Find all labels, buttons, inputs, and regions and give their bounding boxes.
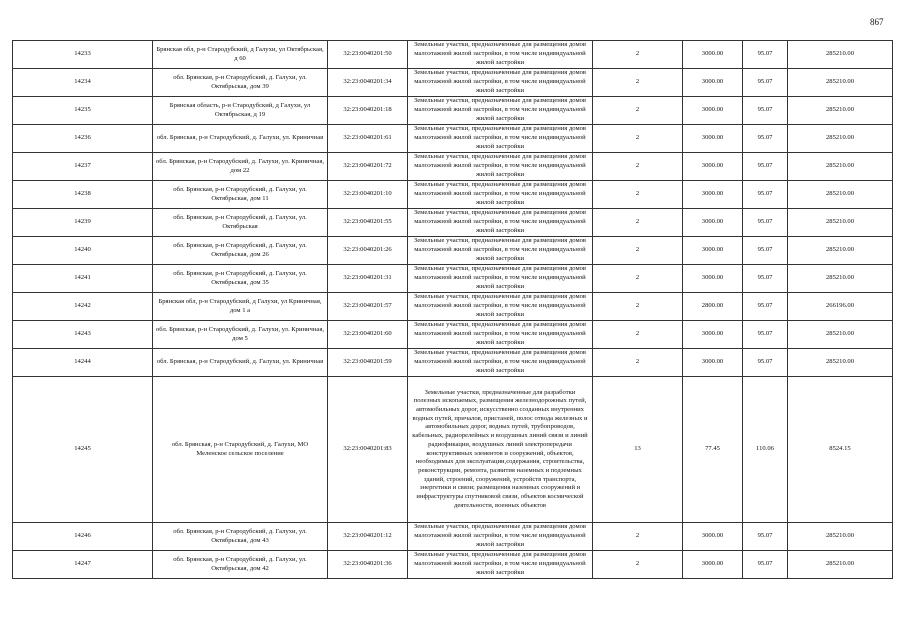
table-row [13, 349, 893, 377]
specific-value-cell: 95.07 [743, 97, 788, 125]
address-cell: Брянская обл, р-н Стародубский, д Галухи, ул Криничная, дом 1 а [153, 293, 328, 321]
area-cell: 3000.00 [683, 209, 743, 237]
row-number-cell: 14241 [13, 265, 153, 293]
cadastral-number-cell: 32:23:0040201:26 [328, 237, 408, 265]
address-cell: обл. Брянская, р-н Стародубский, д. Галухи, ул. Октябрьская [153, 209, 328, 237]
cadastral-value-cell: 285210.00 [788, 69, 893, 97]
area-cell: 77.45 [683, 377, 743, 523]
land-use-cell: Земельные участки, предназначенные для разработки полезных ископаемых, размещения железнодорожных путей, автомобильных дорог, искусственно созданных внутренних водных путей, причалов, пристаней, полос отвода железных и автомобильных дорог, водных путей, трубопроводов, кабельных, радиорелейных и воздушных линий связи и линий радиофикации, воздушных линий электропередачи конструктивных элементов и сооружений, объектов, необходимых для эксплуатации,содержания, строительства, реконструкции, ремонта, развития наземных и подземных зданий, строений, сооружений, устройств транспорта, энергетики и связи; размещения наземных сооружений и инфраструктуры спутниковой связи, объектов космической деятельности, военных объектов [408, 377, 593, 523]
table-row [13, 69, 893, 97]
row-number-cell: 14240 [13, 237, 153, 265]
cadastral-number-cell: 32:23:0040201:72 [328, 153, 408, 181]
table-body [13, 41, 893, 579]
specific-value-cell: 95.07 [743, 209, 788, 237]
specific-value-cell: 110.06 [743, 377, 788, 523]
land-use-cell: Земельные участки, предназначенные для размещения домов малоэтажной жилой застройки, в том числе индивидуальной жилой застройки [408, 293, 593, 321]
specific-value-cell: 95.07 [743, 69, 788, 97]
group-number-cell: 2 [593, 551, 683, 579]
table-row [13, 41, 893, 69]
row-number-cell: 14234 [13, 69, 153, 97]
area-cell: 3000.00 [683, 181, 743, 209]
specific-value-cell: 95.07 [743, 321, 788, 349]
group-number-cell: 2 [593, 293, 683, 321]
land-use-cell: Земельные участки, предназначенные для размещения домов малоэтажной жилой застройки, в том числе индивидуальной жилой застройки [408, 551, 593, 579]
group-number-cell: 2 [593, 321, 683, 349]
area-cell: 3000.00 [683, 349, 743, 377]
address-cell: Брянская обл, р-н Стародубский, д Галухи, ул Октябрьская, д 60 [153, 41, 328, 69]
cadastral-number-cell: 32:23:0040201:12 [328, 523, 408, 551]
land-use-cell: Земельные участки, предназначенные для размещения домов малоэтажной жилой застройки, в том числе индивидуальной жилой застройки [408, 523, 593, 551]
specific-value-cell: 95.07 [743, 41, 788, 69]
address-cell: обл. Брянская, р-н Стародубский, д. Галухи, ул. Октябрьская, дом 26 [153, 237, 328, 265]
land-use-cell: Земельные участки, предназначенные для размещения домов малоэтажной жилой застройки, в том числе индивидуальной жилой застройки [408, 321, 593, 349]
row-number-cell: 14236 [13, 125, 153, 153]
table-row [13, 321, 893, 349]
row-number-cell: 14242 [13, 293, 153, 321]
cadastral-number-cell: 32:23:0040201:83 [328, 377, 408, 523]
land-use-cell: Земельные участки, предназначенные для размещения домов малоэтажной жилой застройки, в том числе индивидуальной жилой застройки [408, 125, 593, 153]
land-use-cell: Земельные участки, предназначенные для размещения домов малоэтажной жилой застройки, в том числе индивидуальной жилой застройки [408, 265, 593, 293]
land-use-cell: Земельные участки, предназначенные для размещения домов малоэтажной жилой застройки, в том числе индивидуальной жилой застройки [408, 349, 593, 377]
row-number-cell: 14243 [13, 321, 153, 349]
group-number-cell: 2 [593, 153, 683, 181]
land-use-cell: Земельные участки, предназначенные для размещения домов малоэтажной жилой застройки, в том числе индивидуальной жилой застройки [408, 181, 593, 209]
row-number-cell: 14244 [13, 349, 153, 377]
cadastral-value-cell: 285210.00 [788, 125, 893, 153]
table-row [13, 523, 893, 551]
address-cell: обл. Брянская, р-н Стародубский, д. Галухи, ул. Криничная, дом 5 [153, 321, 328, 349]
cadastral-number-cell: 32:23:0040201:34 [328, 69, 408, 97]
cadastral-value-cell: 285210.00 [788, 349, 893, 377]
row-number-cell: 14237 [13, 153, 153, 181]
land-use-cell: Земельные участки, предназначенные для размещения домов малоэтажной жилой застройки, в том числе индивидуальной жилой застройки [408, 69, 593, 97]
table-row [13, 181, 893, 209]
area-cell: 3000.00 [683, 153, 743, 181]
address-cell: обл. Брянская, р-н Стародубский, д. Галухи, ул. Октябрьская, дом 35 [153, 265, 328, 293]
address-cell: Брянская область, р-н Стародубский, д Галухи, ул Октябрьская, д 19 [153, 97, 328, 125]
land-use-cell: Земельные участки, предназначенные для размещения домов малоэтажной жилой застройки, в том числе индивидуальной жилой застройки [408, 209, 593, 237]
area-cell: 3000.00 [683, 69, 743, 97]
group-number-cell: 2 [593, 265, 683, 293]
cadastral-value-cell: 285210.00 [788, 181, 893, 209]
area-cell: 3000.00 [683, 125, 743, 153]
cadastral-number-cell: 32:23:0040201:18 [328, 97, 408, 125]
specific-value-cell: 95.07 [743, 181, 788, 209]
group-number-cell: 2 [593, 349, 683, 377]
area-cell: 3000.00 [683, 97, 743, 125]
group-number-cell: 2 [593, 69, 683, 97]
row-number-cell: 14247 [13, 551, 153, 579]
specific-value-cell: 95.07 [743, 125, 788, 153]
cadastral-number-cell: 32:23:0040201:60 [328, 321, 408, 349]
cadastral-number-cell: 32:23:0040201:59 [328, 349, 408, 377]
cadastral-number-cell: 32:23:0040201:57 [328, 293, 408, 321]
group-number-cell: 2 [593, 523, 683, 551]
address-cell: обл. Брянская, р-н Стародубский, д. Галухи, ул. Криничная [153, 349, 328, 377]
address-cell: обл. Брянская, р-н Стародубский, д. Галухи, ул. Октябрьская, дом 39 [153, 69, 328, 97]
area-cell: 3000.00 [683, 265, 743, 293]
cadastral-value-cell: 285210.00 [788, 97, 893, 125]
group-number-cell: 2 [593, 125, 683, 153]
address-cell: обл. Брянская, р-н Стародубский, д. Галухи, ул. Октябрьская, дом 43 [153, 523, 328, 551]
specific-value-cell: 95.07 [743, 237, 788, 265]
cadastral-number-cell: 32:23:0040201:10 [328, 181, 408, 209]
table-row [13, 265, 893, 293]
cadastral-value-table [12, 40, 893, 579]
address-cell: обл. Брянская, р-н Стародубский, д. Галухи, МО Меленское сельское поселение [153, 377, 328, 523]
address-cell: обл. Брянская, р-н Стародубский, д. Галухи, ул. Криничная [153, 125, 328, 153]
cadastral-value-cell: 8524.15 [788, 377, 893, 523]
cadastral-number-cell: 32:23:0040201:61 [328, 125, 408, 153]
area-cell: 3000.00 [683, 551, 743, 579]
table-row [13, 377, 893, 523]
row-number-cell: 14246 [13, 523, 153, 551]
area-cell: 3000.00 [683, 321, 743, 349]
area-cell: 3000.00 [683, 237, 743, 265]
cadastral-value-cell: 285210.00 [788, 551, 893, 579]
table-row [13, 97, 893, 125]
row-number-cell: 14238 [13, 181, 153, 209]
table-row [13, 153, 893, 181]
cadastral-value-cell: 285210.00 [788, 321, 893, 349]
group-number-cell: 2 [593, 237, 683, 265]
address-cell: обл. Брянская, р-н Стародубский, д. Галухи, ул. Криничная, дом 22 [153, 153, 328, 181]
area-cell: 3000.00 [683, 523, 743, 551]
group-number-cell: 2 [593, 41, 683, 69]
row-number-cell: 14245 [13, 377, 153, 523]
specific-value-cell: 95.07 [743, 265, 788, 293]
table-row [13, 293, 893, 321]
row-number-cell: 14235 [13, 97, 153, 125]
specific-value-cell: 95.07 [743, 153, 788, 181]
address-cell: обл. Брянская, р-н Стародубский, д. Галухи, ул. Октябрьская, дом 42 [153, 551, 328, 579]
land-use-cell: Земельные участки, предназначенные для размещения домов малоэтажной жилой застройки, в том числе индивидуальной жилой застройки [408, 237, 593, 265]
table-row [13, 125, 893, 153]
group-number-cell: 2 [593, 181, 683, 209]
row-number-cell: 14233 [13, 41, 153, 69]
group-number-cell: 13 [593, 377, 683, 523]
area-cell: 2800.00 [683, 293, 743, 321]
row-number-cell: 14239 [13, 209, 153, 237]
group-number-cell: 2 [593, 97, 683, 125]
cadastral-value-cell: 285210.00 [788, 523, 893, 551]
cadastral-number-cell: 32:23:0040201:55 [328, 209, 408, 237]
land-use-cell: Земельные участки, предназначенные для размещения домов малоэтажной жилой застройки, в том числе индивидуальной жилой застройки [408, 97, 593, 125]
cadastral-value-cell: 285210.00 [788, 41, 893, 69]
cadastral-value-cell: 266196.00 [788, 293, 893, 321]
specific-value-cell: 95.07 [743, 293, 788, 321]
land-use-cell: Земельные участки, предназначенные для размещения домов малоэтажной жилой застройки, в том числе индивидуальной жилой застройки [408, 41, 593, 69]
specific-value-cell: 95.07 [743, 349, 788, 377]
cadastral-number-cell: 32:23:0040201:50 [328, 41, 408, 69]
area-cell: 3000.00 [683, 41, 743, 69]
specific-value-cell: 95.07 [743, 551, 788, 579]
table-row [13, 237, 893, 265]
cadastral-number-cell: 32:23:0040201:36 [328, 551, 408, 579]
address-cell: обл. Брянская, р-н Стародубский, д. Галухи, ул. Октябрьская, дом 11 [153, 181, 328, 209]
table-row [13, 209, 893, 237]
land-use-cell: Земельные участки, предназначенные для размещения домов малоэтажной жилой застройки, в том числе индивидуальной жилой застройки [408, 153, 593, 181]
table-row [13, 551, 893, 579]
group-number-cell: 2 [593, 209, 683, 237]
page-number: 867 [870, 17, 884, 27]
specific-value-cell: 95.07 [743, 523, 788, 551]
cadastral-value-cell: 285210.00 [788, 153, 893, 181]
cadastral-value-cell: 285210.00 [788, 209, 893, 237]
cadastral-value-cell: 285210.00 [788, 265, 893, 293]
cadastral-number-cell: 32:23:0040201:31 [328, 265, 408, 293]
cadastral-value-cell: 285210.00 [788, 237, 893, 265]
